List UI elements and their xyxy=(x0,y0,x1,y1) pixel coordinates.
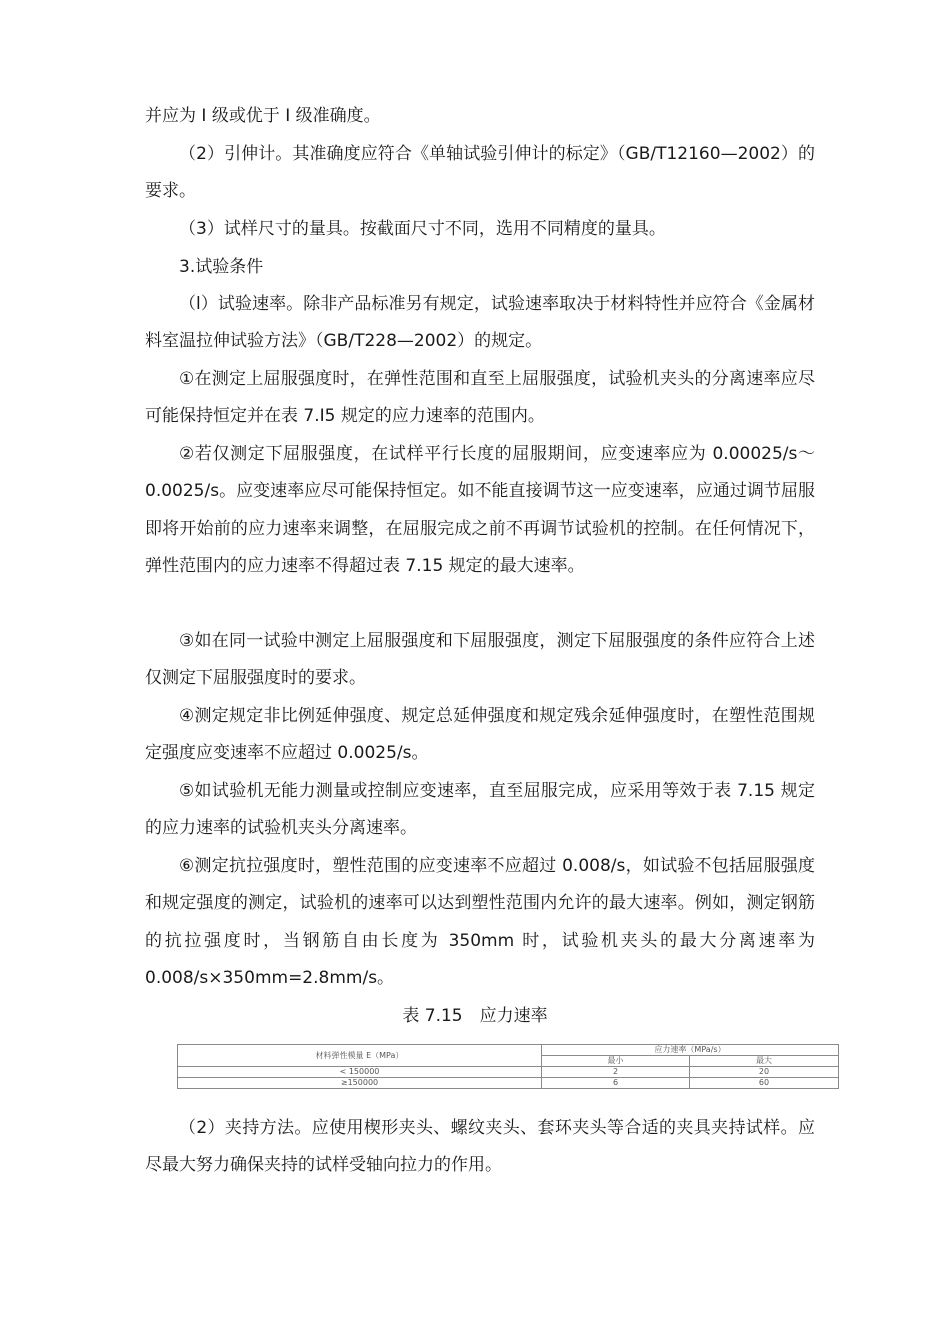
paragraph-test-rate: （l）试验速率。除非产品标准另有规定，试验速率取决于材料特性并应符合《金属材料室温拉伸试验方法》（GB/T228—2002）的规定。 xyxy=(145,294,815,352)
header-min: 最小 xyxy=(542,1056,690,1067)
table-header-row xyxy=(178,1045,839,1056)
paragraph-item-2: ②若仅测定下屈服强度，在试样平行长度的屈服期间，应变速率应为 0.00025/s～0.0025/s。应变速率应尽可能保持恒定。如不能直接调节这一应变速率，应通过调节屈服即将开始前的应力速率来调整，在屈服完成之前不再调节试验机的控制。在任何情况下，弹性范围内的应力速率不得超过表 7.15 规定的最大速率。 xyxy=(145,444,815,577)
header-stress-rate: 应力速率（MPa/s） xyxy=(542,1045,839,1056)
paragraph-item-4: ④测定规定非比例延伸强度、规定总延伸强度和规定残余延伸强度时，在塑性范围规定强度应变速率不应超过 0.0025/s。 xyxy=(145,706,815,764)
cell-max: 20 xyxy=(690,1067,839,1078)
paragraph-item-6: ⑥测定抗拉强度时，塑性范围的应变速率不应超过 0.008/s，如试验不包括屈服强度和规定强度的测定，试验机的速率可以达到塑性范围内允许的最大速率。例如，测定钢筋的抗拉强度时，当钢筋自由长度为 350mm 时，试验机夹头的最大分离速率为 0.008/s×350mm=2.8mm/s。 xyxy=(145,856,815,989)
stress-rate-table xyxy=(177,1044,839,1089)
paragraph-accuracy-grade: 并应为 I 级或优于 I 级准确度。 xyxy=(145,106,381,126)
table-row xyxy=(178,1067,839,1078)
header-max: 最大 xyxy=(690,1056,839,1067)
cell-min: 2 xyxy=(542,1067,690,1078)
cell-modulus: ≥150000 xyxy=(178,1078,542,1089)
paragraph-measuring-tools: （3）试样尺寸的量具。按截面尺寸不同，选用不同精度的量具。 xyxy=(179,219,666,239)
cell-max: 60 xyxy=(690,1078,839,1089)
paragraph-extensometer: （2）引伸计。其准确度应符合《单轴试验引伸计的标定》（GB/T12160—2002）的要求。 xyxy=(145,144,815,202)
table-caption: 表 7.15 应力速率 xyxy=(402,1006,548,1026)
paragraph-clamping-method: （2）夹持方法。应使用楔形夹头、螺纹夹头、套环夹头等合适的夹具夹持试样。应尽最大努力确保夹持的试样受轴向拉力的作用。 xyxy=(145,1118,815,1176)
cell-min: 6 xyxy=(542,1078,690,1089)
cell-modulus: < 150000 xyxy=(178,1067,542,1078)
paragraph-item-1: ①在测定上屈服强度时，在弹性范围和直至上屈服强度，试验机夹头的分离速率应尽可能保持恒定并在表 7.I5 规定的应力速率的范围内。 xyxy=(145,369,815,427)
section-heading-test-conditions: 3.试验条件 xyxy=(179,257,264,277)
table-row xyxy=(178,1078,839,1089)
paragraph-item-5: ⑤如试验机无能力测量或控制应变速率，直至屈服完成，应采用等效于表 7.15 规定的应力速率的试验机夹头分离速率。 xyxy=(145,781,815,839)
header-elastic-modulus: 材料弹性模量 E（MPa） xyxy=(178,1045,542,1067)
paragraph-item-3: ③如在同一试验中测定上屈服强度和下屈服强度，测定下屈服强度的条件应符合上述仅测定下屈服强度时的要求。 xyxy=(145,631,815,689)
